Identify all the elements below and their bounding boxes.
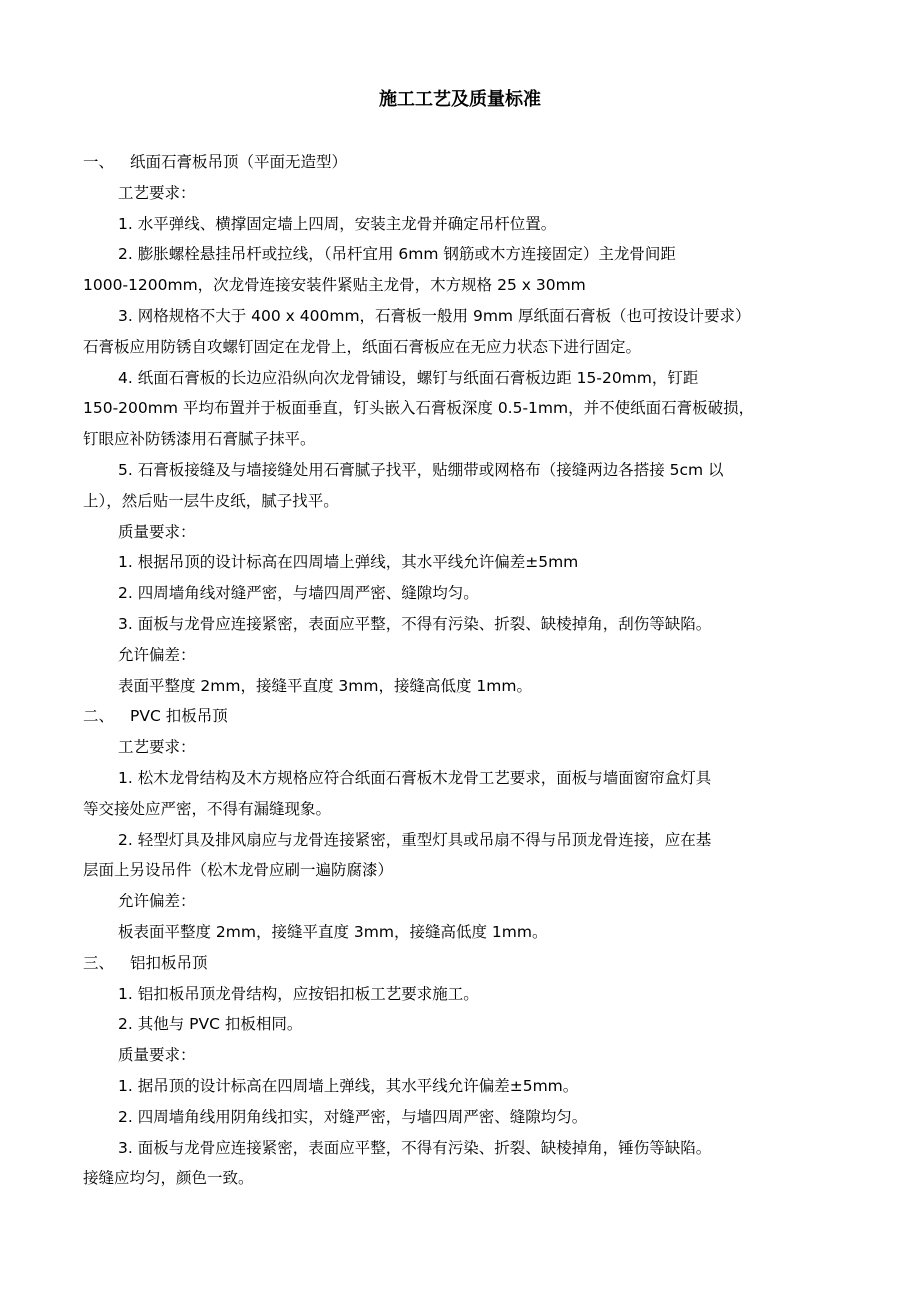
line-text: 接缝应均匀，颜色一致。 bbox=[83, 1169, 254, 1188]
line-text: 5. 石膏板接缝及与墙接缝处用石膏腻子找平，贴绷带或网格布（接缝两边各搭接 5cm 以 bbox=[118, 460, 724, 479]
text-line bbox=[83, 270, 835, 301]
text-line bbox=[83, 578, 835, 609]
text-line bbox=[83, 301, 835, 332]
section-number: 一、 bbox=[83, 153, 115, 171]
line-text: 上），然后贴一层牛皮纸，腻子找平。 bbox=[83, 491, 339, 510]
text-line bbox=[83, 609, 835, 640]
line-text: 1. 水平弹线、横撑固定墙上四周，安装主龙骨并确定吊杆位置。 bbox=[118, 214, 557, 233]
line-text: 钉眼应补防锈漆用石膏腻子抹平。 bbox=[83, 430, 316, 449]
line-text: 4. 纸面石膏板的长边应沿纵向次龙骨铺设，螺钉与纸面石膏板边距 15-20mm，钉距 bbox=[118, 368, 699, 387]
line-text: 石膏板应用防锈自攻螺钉固定在龙骨上，纸面石膏板应在无应力状态下进行固定。 bbox=[83, 337, 642, 356]
text-line bbox=[83, 393, 835, 424]
text-line bbox=[83, 732, 835, 763]
section-heading bbox=[83, 147, 835, 178]
line-text: 纸面石膏板吊顶（平面无造型） bbox=[130, 153, 348, 171]
text-line bbox=[83, 640, 835, 671]
section-heading bbox=[83, 701, 835, 732]
line-text: 2. 四周墙角线对缝严密，与墙四周严密、缝隙均匀。 bbox=[118, 584, 479, 603]
text-line bbox=[83, 1163, 835, 1194]
text-line bbox=[83, 671, 835, 702]
line-text: 质量要求： bbox=[118, 1046, 196, 1065]
text-line bbox=[83, 855, 835, 886]
text-line bbox=[83, 332, 835, 363]
line-text: 允许偏差： bbox=[118, 645, 196, 664]
text-line bbox=[83, 763, 835, 794]
text-line bbox=[83, 363, 835, 394]
line-text: 1. 松木龙骨结构及木方规格应符合纸面石膏板木龙骨工艺要求，面板与墙面窗帘盒灯具 bbox=[118, 768, 712, 787]
text-line bbox=[83, 424, 835, 455]
line-text: PVC 扣板吊顶 bbox=[130, 707, 228, 726]
line-text: 1. 根据吊顶的设计标高在四周墙上弹线，其水平线允许偏差±5mm bbox=[118, 553, 579, 572]
text-line bbox=[83, 1071, 835, 1102]
line-text: 2. 四周墙角线用阴角线扣实，对缝严密，与墙四周严密、缝隙均匀。 bbox=[118, 1107, 588, 1126]
line-text: 表面平整度 2mm，接缝平直度 3mm，接缝高低度 1mm。 bbox=[118, 676, 532, 695]
section-number: 二、 bbox=[83, 707, 115, 726]
line-text: 1000-1200mm，次龙骨连接安装件紧贴主龙骨，木方规格 25 x 30mm bbox=[83, 276, 586, 295]
section-number: 三、 bbox=[83, 953, 115, 972]
line-text: 1. 据吊顶的设计标高在四周墙上弹线，其水平线允许偏差±5mm。 bbox=[118, 1076, 579, 1095]
line-text: 2. 膨胀螺栓悬挂吊杆或拉线，（吊杆宜用 6mm 钢筋或木方连接固定）主龙骨间距 bbox=[118, 245, 676, 264]
text-line bbox=[83, 517, 835, 548]
text-line bbox=[83, 917, 835, 948]
text-line bbox=[83, 825, 835, 856]
line-text: 1. 铝扣板吊顶龙骨结构，应按铝扣板工艺要求施工。 bbox=[118, 984, 479, 1003]
text-line bbox=[83, 486, 835, 517]
text-line bbox=[83, 455, 835, 486]
text-line bbox=[83, 209, 835, 240]
line-text: 工艺要求： bbox=[118, 183, 196, 202]
text-line bbox=[83, 239, 835, 270]
text-line bbox=[83, 886, 835, 917]
line-text: 允许偏差： bbox=[118, 892, 196, 911]
text-line bbox=[83, 547, 835, 578]
line-text: 2. 其他与 PVC 扣板相同。 bbox=[118, 1015, 303, 1034]
line-text: 等交接处应严密，不得有漏缝现象。 bbox=[83, 799, 332, 818]
text-line bbox=[83, 979, 835, 1010]
line-text: 质量要求： bbox=[118, 522, 196, 541]
text-line bbox=[83, 1102, 835, 1133]
section-heading bbox=[83, 948, 835, 979]
line-text: 板表面平整度 2mm，接缝平直度 3mm，接缝高低度 1mm。 bbox=[118, 922, 548, 941]
line-text: 150-200mm 平均布置并于板面垂直，钉头嵌入石膏板深度 0.5-1mm，并不使纸面石膏板破损， bbox=[83, 399, 755, 418]
text-line bbox=[83, 794, 835, 825]
line-text: 3. 面板与龙骨应连接紧密，表面应平整，不得有污染、折裂、缺棱掉角，锤伤等缺陷。 bbox=[118, 1138, 712, 1157]
line-text: 层面上另设吊件（松木龙骨应刷一遍防腐漆） bbox=[83, 861, 394, 880]
line-text: 3. 面板与龙骨应连接紧密，表面应平整，不得有污染、折裂、缺棱掉角，刮伤等缺陷。 bbox=[118, 614, 712, 633]
text-line bbox=[83, 1133, 835, 1164]
text-line bbox=[83, 178, 835, 209]
document-body bbox=[83, 147, 835, 1194]
line-text: 3. 网格规格不大于 400 x 400mm，石膏板一般用 9mm 厚纸面石膏板（也可按设计要求） bbox=[118, 306, 751, 325]
document-title: 施工工艺及质量标准 bbox=[379, 89, 541, 110]
text-line bbox=[83, 1009, 835, 1040]
text-line bbox=[83, 1040, 835, 1071]
line-text: 铝扣板吊顶 bbox=[130, 953, 208, 972]
line-text: 工艺要求： bbox=[118, 738, 196, 757]
line-text: 2. 轻型灯具及排风扇应与龙骨连接紧密，重型灯具或吊扇不得与吊顶龙骨连接，应在基 bbox=[118, 830, 712, 849]
